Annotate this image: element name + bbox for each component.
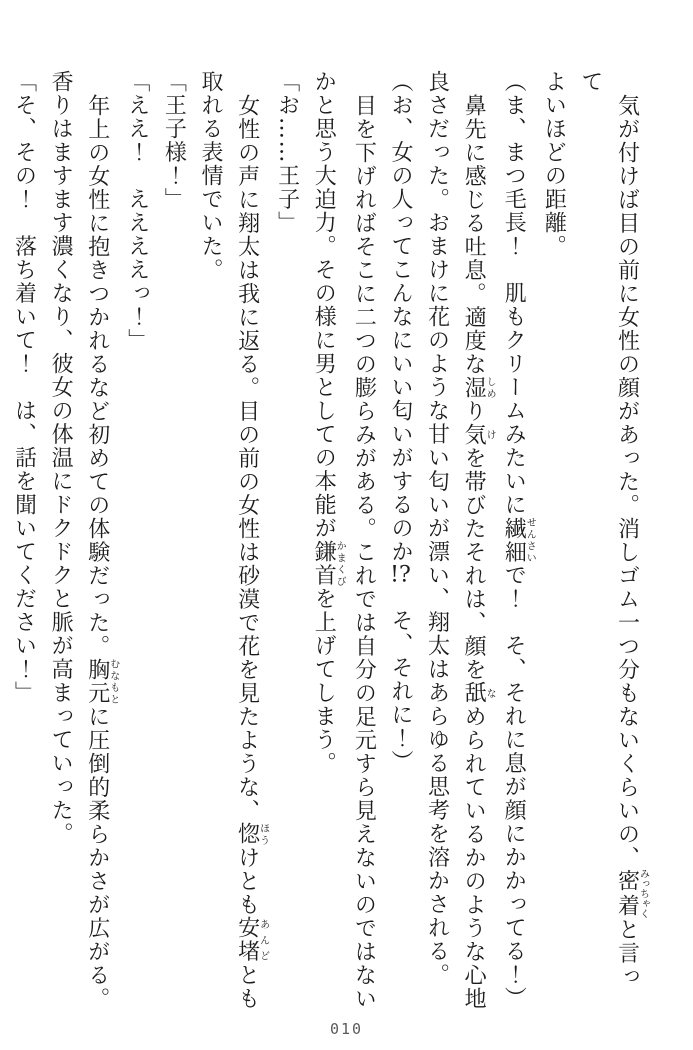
- ruby-annotated-word: 胸元むなもと: [84, 657, 119, 705]
- text-column: [0, 70, 5, 1010]
- ruby-annotated-word: 湿しめ: [461, 375, 496, 399]
- text-column: 女性の声に翔太は我に返る。目の前の女性は砂漠で花を見たような、惚ほうけとも安堵あんどとも: [234, 93, 269, 1010]
- page-number: 010: [329, 1020, 364, 1038]
- text-column: 「王子様！」: [161, 70, 187, 211]
- text-column: 良さだった。おまけに花のような甘い匂いが漂い、翔太はあらゆる思考を溶かされる。: [424, 70, 450, 987]
- text-column: （ま、まつ毛長！ 肌もクリームみたいに繊細せんさいで！ そ、それに息が顔にかかってる！）: [501, 70, 536, 1010]
- text-column: 年上の女性に抱きつかれるなど初めての体験だった。胸元むなもとに圧倒的柔らかさが広がる。: [84, 93, 119, 1010]
- ruby-annotated-word: 舐な: [461, 681, 496, 705]
- text-column: 「そ、その！ 落ち着いて！ は、話を聞いてください！」: [11, 70, 37, 705]
- ruby-annotated-word: 気け: [461, 422, 496, 446]
- text-column: 気が付けば目の前に女性の顔があった。消しゴム一つ分もないくらいの、密着みっちゃくと言って: [577, 70, 649, 988]
- text-column: よいほどの距離。: [541, 70, 567, 258]
- text-column: かと思う大迫力。その様に男としての本能が鎌首かまくびを上げてしまう。: [311, 70, 346, 775]
- ruby-annotated-word: 密着みっちゃく: [614, 868, 649, 919]
- ruby-annotated-word: 惚ほう: [234, 822, 269, 846]
- ruby-annotated-word: 鎌首かまくび: [311, 540, 346, 587]
- text-column: 「お……王子」: [274, 70, 300, 235]
- tate-chu-yoko: !?: [390, 563, 411, 586]
- text-column: 鼻先に感じる吐息。適度な湿しめり気けを帯びたそれは、顔を舐なめられているかのような心地: [461, 93, 496, 1010]
- ruby-annotated-word: 繊細せんさい: [501, 516, 536, 564]
- text-column: （お、女の人ってこんなにいい匂いがするのか!? そ、それに！）: [387, 70, 413, 774]
- ruby-annotated-word: 安堵あんど: [234, 916, 269, 963]
- text-column: 香りはますます濃くなり、彼女の体温にドクドクと脈が高まっていった。: [48, 70, 74, 846]
- text-block: [0, 70, 648, 1012]
- text-column: 目を下げればそこに二つの膨らみがある。これでは自分の足元すら見えないのではない: [351, 93, 377, 1010]
- text-column: 取れる表情でいた。: [197, 70, 223, 282]
- text-column: 「ええ！ ええええっ！」: [124, 70, 150, 352]
